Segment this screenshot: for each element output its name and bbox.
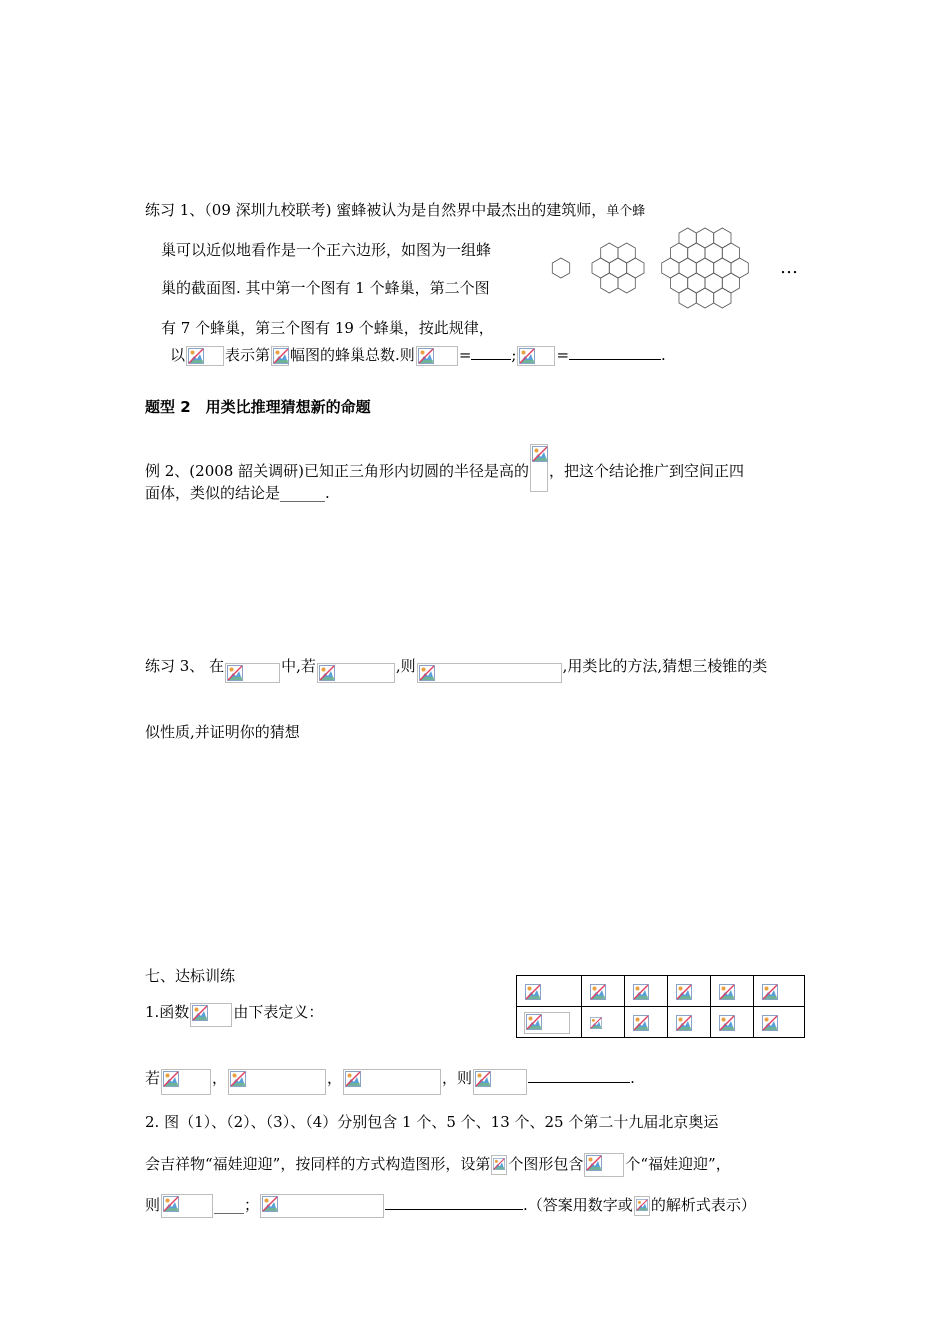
table-cell [517, 1007, 582, 1038]
hexagon-cell [670, 243, 687, 263]
broken-image-icon [676, 1015, 692, 1031]
broken-image-icon [762, 1015, 778, 1031]
hexagon-cell [722, 243, 739, 263]
hexagon-cell [601, 273, 618, 293]
hexagon-cell [722, 273, 739, 293]
table-cell [625, 976, 668, 1007]
broken-image-icon [517, 346, 555, 366]
ellipsis: … [780, 257, 798, 278]
broken-image-icon [762, 984, 778, 1000]
broken-image-icon [473, 1069, 527, 1095]
broken-image-icon [186, 346, 224, 366]
hexagon-cell [714, 288, 731, 308]
broken-image-icon [590, 984, 606, 1000]
broken-image-icon [228, 1069, 326, 1095]
broken-image-icon [676, 984, 692, 1000]
broken-image-icon [525, 984, 541, 1000]
table-cell [711, 1007, 754, 1038]
ex1-line5: 以 表示第 幅图的蜂巢总数.则 = ; = . [170, 346, 666, 364]
broken-image-icon [633, 984, 649, 1000]
hexagon-cell [552, 258, 569, 278]
broken-image-icon [584, 1153, 624, 1177]
hexagon-cell [679, 228, 696, 248]
answer-blank [471, 345, 511, 360]
broken-image-icon [633, 1015, 649, 1031]
q1-line1: 1.函数 由下表定义： [145, 1002, 323, 1027]
ex1-line1: 练习 1、（09 深圳九校联考) 蜜蜂被认为是自然界中最杰出的建筑师，单个蜂 [145, 201, 646, 219]
hexagon-cell [662, 258, 679, 278]
ex1-line4: 有 7 个蜂巢，第三个图有 19 个蜂巢，按此规律， [161, 319, 494, 337]
hexagon-cell [592, 258, 609, 278]
broken-image-icon [416, 346, 458, 366]
hexagon-cell [618, 243, 635, 263]
broken-image-icon [260, 1194, 384, 1218]
table-row [517, 976, 805, 1007]
table-cell [668, 976, 711, 1007]
hexagon-cell [696, 288, 713, 308]
table-cell [582, 1007, 625, 1038]
table-cell [754, 976, 805, 1007]
hexagon-cell [627, 258, 644, 278]
answer-blank [385, 1195, 523, 1210]
section-title: 题型 2 用类比推理猜想新的命题 [145, 398, 371, 416]
section7-title: 七、达标训练 [145, 967, 236, 985]
honeycomb-figure [0, 0, 950, 320]
table-cell [754, 1007, 805, 1038]
broken-image-icon [317, 663, 395, 683]
q2-line2: 会吉祥物“福娃迎迎”，按同样的方式构造图形，设第 个图形包含 个“福娃迎迎”， [145, 1153, 731, 1177]
broken-image-icon [161, 1069, 211, 1095]
hexagon-cell [688, 243, 705, 263]
broken-image-icon [719, 1015, 735, 1031]
broken-image-icon [590, 1015, 602, 1031]
table-cell [517, 976, 582, 1007]
hexagon-cell [705, 243, 722, 263]
table-row [517, 1007, 805, 1038]
hexagon-cell [696, 258, 713, 278]
ex2-line1: 例 2、(2008 韶关调研)已知正三角形内切圆的半径是高的 ，把这个结论推广到空间正四 [145, 444, 744, 492]
broken-image-icon [343, 1069, 441, 1095]
hexagon-cell [670, 273, 687, 293]
q2-line3: 则 ____； .（答案用数字或 的解析式表示） [145, 1194, 756, 1218]
table-cell [668, 1007, 711, 1038]
hexagon-cell [618, 273, 635, 293]
broken-image-icon [225, 663, 280, 683]
q1-line2: 若 ， ， ，则 . [145, 1068, 635, 1095]
ex2-line2: 面体，类似的结论是______. [145, 484, 330, 502]
ex1-line3: 巢的截面图. 其中第一个图有 1 个蜂巢，第二个图 [161, 279, 490, 297]
broken-image-icon [634, 1196, 650, 1216]
table-cell [582, 976, 625, 1007]
hexagon-cell [609, 258, 626, 278]
ex3-line1: 练习 3、 在 中,若 ,则 ,用类比的方法,猜想三棱锥的类 [145, 656, 767, 683]
broken-image-icon [530, 444, 548, 492]
ex1-line2: 巢可以近似地看作是一个正六边形，如图为一组蜂 [161, 241, 492, 259]
broken-image-icon [524, 1012, 570, 1034]
hexagon-cell [731, 258, 748, 278]
hexagon-cell [714, 258, 731, 278]
hexagon-cell [688, 273, 705, 293]
table-cell [625, 1007, 668, 1038]
answer-blank [569, 345, 661, 360]
broken-image-icon [271, 346, 289, 366]
broken-image-icon [417, 663, 562, 683]
broken-image-icon [719, 984, 735, 1000]
broken-image-icon [190, 1003, 232, 1027]
broken-image-icon [161, 1194, 213, 1218]
answer-blank [528, 1068, 630, 1083]
broken-image-icon [491, 1155, 507, 1175]
ex3-line2: 似性质,并证明你的猜想 [145, 723, 300, 741]
table-cell [711, 976, 754, 1007]
hexagon-cell [601, 243, 618, 263]
hexagon-cell [714, 228, 731, 248]
hexagon-cell [679, 288, 696, 308]
function-table [516, 975, 805, 1038]
q2-line1: 2. 图（1）、（2）、（3）、（4）分别包含 1 个、5 个、13 个、25 个第二十九届北京奥运 [145, 1113, 719, 1131]
hexagon-cell [705, 273, 722, 293]
hexagon-cell [679, 258, 696, 278]
hexagon-cell [696, 228, 713, 248]
